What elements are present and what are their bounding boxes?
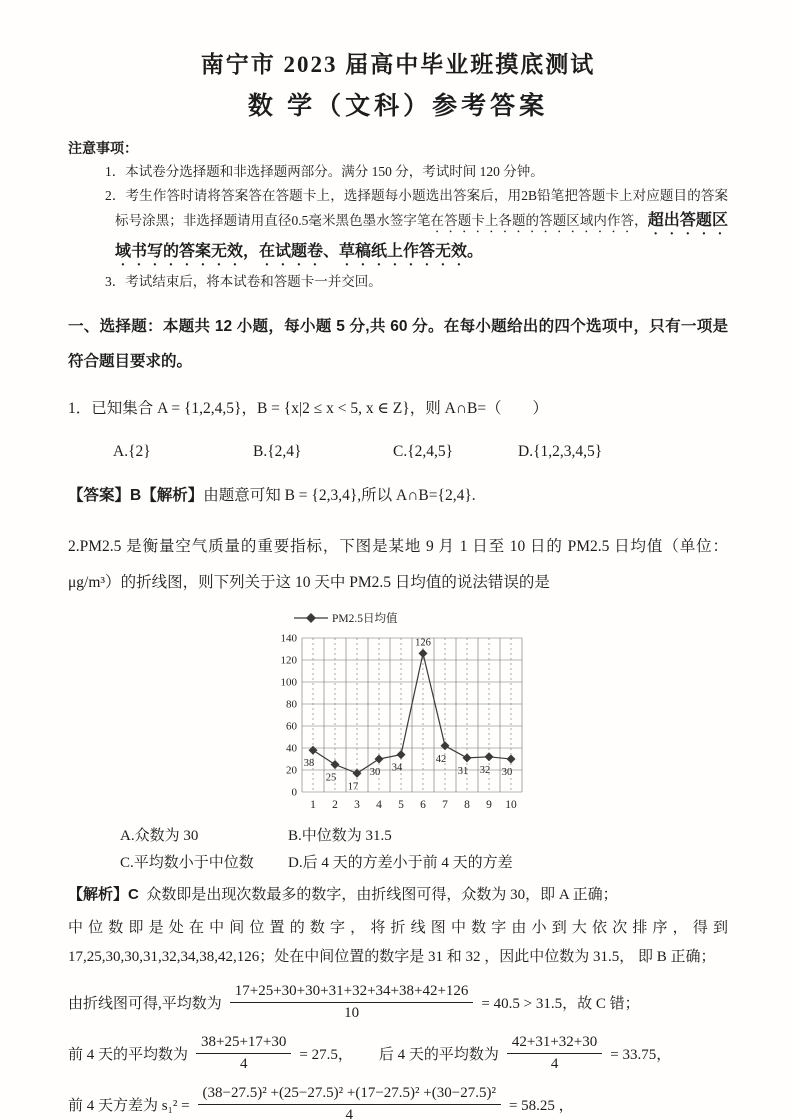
svg-text:32: 32 <box>479 765 491 777</box>
svg-text:6: 6 <box>420 799 426 812</box>
four-day-means-line <box>68 1033 728 1075</box>
notice-item-2-text: 2．考生作答时请将答案答在答题卡上，选择题每小题选出答案后，用2B铅笔把答题卡上对应题目的答案标号涂黑；非选择题请用直径0.5毫米黑色墨水签字笔 <box>105 188 728 229</box>
svg-text:0: 0 <box>291 786 297 799</box>
pm25-line-chart <box>266 606 546 823</box>
variance-formula-line <box>68 1084 728 1120</box>
q1-option-a: A.{2} <box>113 443 151 461</box>
svg-text:38: 38 <box>303 758 315 770</box>
question-2-options-row-1 <box>68 823 728 849</box>
q2-option-a: A.众数为 30 <box>120 828 199 845</box>
svg-text:40: 40 <box>286 742 297 755</box>
svg-text:17: 17 <box>347 781 359 793</box>
q1-answer-text: 由题意可知 B = {2,3,4},所以 A∩B={2,4}. <box>203 487 476 505</box>
svg-text:60: 60 <box>286 720 297 733</box>
notice-item-1: 1．本试卷分选择题和非选择题两部分。满分 150 分，考试时间 120 分钟。 <box>105 164 544 179</box>
svg-text:126: 126 <box>415 637 431 649</box>
question-2-stem: 2.PM2.5 是衡量空气质量的重要指标，下图是某地 9 月 1 日至 10 日的 PM2.5 日均值（单位：μg/m³）的折线图，则下列关于这 10 天中 PM2.5 日均值的说法错误的是 <box>68 538 728 591</box>
svg-text:120: 120 <box>280 654 297 667</box>
svg-text:4: 4 <box>376 799 382 812</box>
svg-text:3: 3 <box>354 799 360 812</box>
notice-item-3: 3．考试结束后，将本试卷和答题卡一并交回。 <box>105 274 382 290</box>
notice-item-2-bold-warning: 超出答题区域书写的答案无效，在试题卷、草稿纸上作答无效。 <box>115 212 729 261</box>
first4-fraction <box>196 1033 291 1075</box>
mean-formula-result: = 40.5 > 31.5，故 C 错； <box>481 996 640 1013</box>
variance-result: = 58.25 ， <box>508 1098 574 1115</box>
last4-denominator: 4 <box>550 1056 559 1073</box>
q1-option-b: B.{2,4} <box>253 443 302 461</box>
svg-text:100: 100 <box>280 676 297 689</box>
mean-formula-line <box>68 982 728 1024</box>
last4-numerator: 42+31+32+30 <box>507 1033 602 1055</box>
variance-numerator: (38−27.5)² +(25−27.5)² +(17−27.5)² +(30−27.5)² <box>198 1084 501 1106</box>
svg-text:30: 30 <box>369 767 381 779</box>
q2-option-b: B.中位数为 31.5 <box>288 828 392 845</box>
section-1-heading: 一、选择题：本题共 12 小题，每小题 5 分,共 60 分。在每小题给出的四个选项中，只有一项是符合题目要求的。 <box>68 317 728 370</box>
svg-text:25: 25 <box>325 772 337 784</box>
last4-result: = 33.75， <box>610 1047 672 1064</box>
mean-fraction-numerator: 17+25+30+30+31+32+34+38+42+126 <box>230 982 474 1004</box>
page-title: 南宁市 2023 届高中毕业班摸底测试 <box>200 52 596 77</box>
svg-text:9: 9 <box>486 799 492 812</box>
question-1-stem: 1．已知集合 A = {1,2,4,5}，B = {x|2 ≤ x < 5, x ∈ Z}，则 A∩B=（ ） <box>68 400 549 418</box>
question-1-answer <box>68 483 728 505</box>
variance-prefix: 前 4 天方差为 s₁² = <box>68 1098 190 1115</box>
svg-text:30: 30 <box>501 767 513 779</box>
svg-text:42: 42 <box>435 754 447 766</box>
first4-denominator: 4 <box>239 1056 248 1073</box>
notice-item-2-comma: ， <box>634 213 648 229</box>
question-1-options <box>68 443 728 461</box>
mean-fraction <box>230 982 474 1024</box>
q2-option-d: D.后 4 天的方差小于前 4 天的方差 <box>288 854 513 871</box>
q2-option-c: C.平均数小于中位数 <box>120 854 254 871</box>
question-2-analysis-line-1 <box>68 880 728 910</box>
notice-item-2-emphasized: 在答题卡上各题的答题区域内作答 <box>430 213 635 229</box>
q1-option-c: C.{2,4,5} <box>393 443 454 461</box>
variance-denominator: 4 <box>345 1107 353 1120</box>
svg-text:PM2.5日均值: PM2.5日均值 <box>332 613 398 626</box>
svg-text:7: 7 <box>442 799 448 812</box>
last4-prefix: 后 4 天的平均数为 <box>378 1047 499 1064</box>
last4-fraction <box>507 1033 602 1075</box>
first4-result: = 27.5， <box>299 1047 353 1064</box>
q2-analysis-tag: 【解析】C <box>68 885 139 903</box>
svg-text:1: 1 <box>310 799 316 812</box>
svg-text:140: 140 <box>280 632 297 645</box>
first4-prefix: 前 4 天的平均数为 <box>68 1047 189 1064</box>
svg-text:80: 80 <box>286 698 297 711</box>
page-subtitle: 数 学（文科）参考答案 <box>247 93 549 120</box>
q1-option-d: D.{1,2,3,4,5} <box>518 443 603 461</box>
q2-analysis-text-1: 众数即是出现次数最多的数字，由折线图可得，众数为 30，即 A 正确； <box>146 886 618 903</box>
question-2-options-row-2 <box>68 850 728 876</box>
mean-fraction-denominator: 10 <box>344 1005 360 1022</box>
svg-text:20: 20 <box>286 764 297 777</box>
svg-text:8: 8 <box>464 799 470 812</box>
svg-text:2: 2 <box>332 799 338 812</box>
pm25-chart-svg <box>266 606 546 818</box>
svg-text:31: 31 <box>457 766 469 778</box>
notice-heading: 注意事项： <box>68 140 138 156</box>
notice-item-2 <box>68 184 728 269</box>
svg-text:5: 5 <box>398 799 404 812</box>
svg-text:10: 10 <box>505 799 517 812</box>
svg-text:34: 34 <box>391 762 403 774</box>
question-2-analysis-line-2: 中位数即是处在中间位置的数字，将折线图中数字由小到大依次排序，得到 17,25,30,30,31,32,34,38,42,126；处在中间位置的数字是 31 和 32 ，因此中位数为 31.5， 即 B 正确； <box>68 920 728 966</box>
q1-answer-tag: 【答案】B【解析】 <box>68 487 204 505</box>
mean-formula-prefix: 由折线图可得,平均数为 <box>68 996 222 1013</box>
variance-fraction <box>198 1084 501 1120</box>
first4-numerator: 38+25+17+30 <box>196 1033 291 1055</box>
